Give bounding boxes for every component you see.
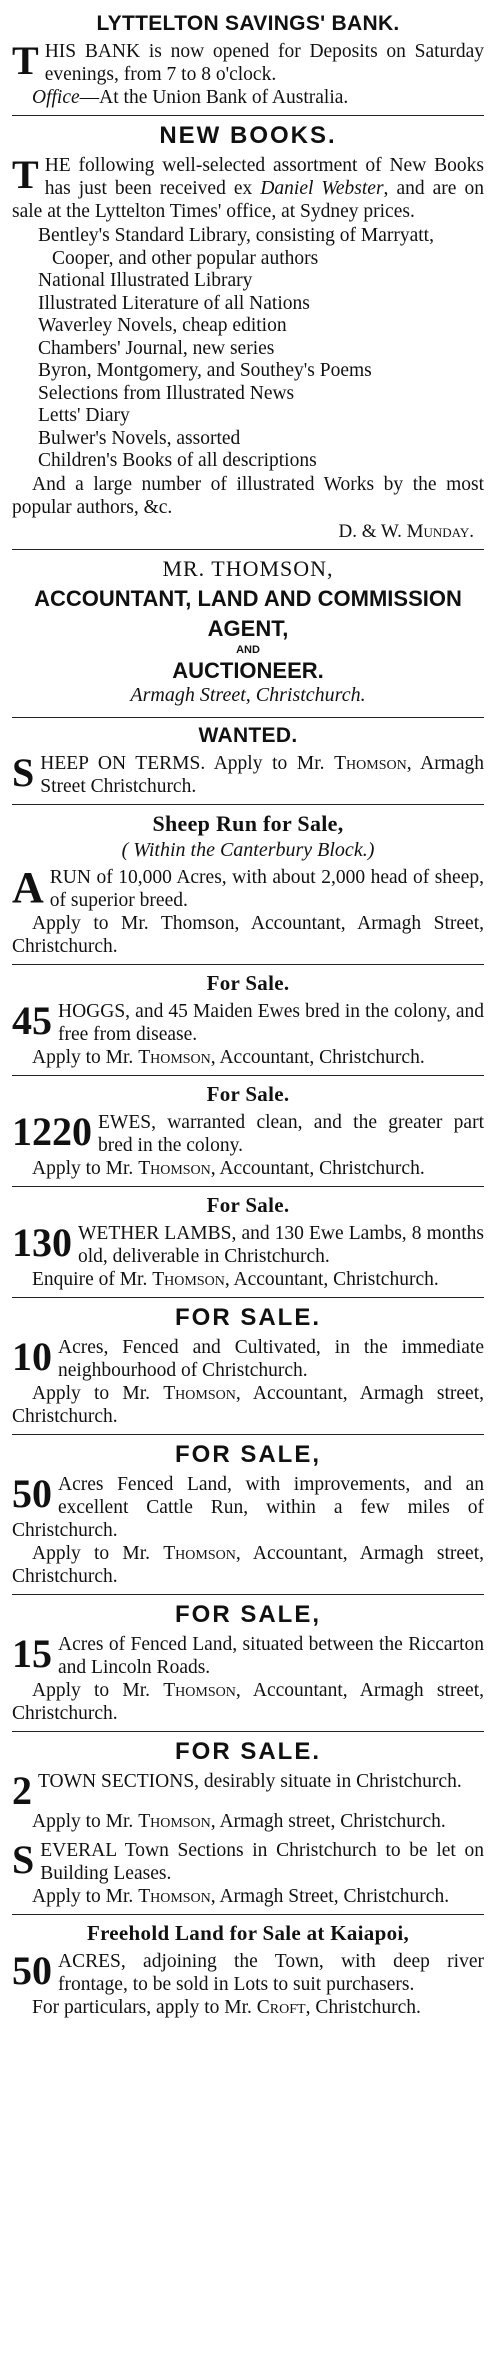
drop-number: 2 (12, 1767, 32, 1813)
ad-text: Apply to Mr. (32, 1157, 134, 1179)
ad-heading: LYTTELTON SAVINGS' BANK. (96, 12, 400, 35)
list-item: Bentley's Standard Library, consisting of Marryatt, Cooper, and other popular authors (38, 225, 434, 269)
ad-body (12, 749, 485, 798)
agent-name: Thomson (163, 1679, 236, 1701)
ad-apply (12, 1268, 484, 1291)
ad-text: HIS BANK is now opened for Deposits on Saturday evenings, from 7 to 8 o'clock. (44, 41, 484, 85)
ad-body-leases (12, 1836, 484, 1885)
agent-name: Thomson (152, 1268, 225, 1290)
agent-name: Thomson (138, 1157, 211, 1179)
ad-text: EWES, warranted clean, and the greater part bred in the colony. (98, 1111, 484, 1156)
ad-wether-lambs (12, 1187, 484, 1298)
ad-body (12, 1108, 484, 1157)
ad-subheading: ( Within the Canterbury Block.) (121, 838, 375, 861)
ad-body (12, 1333, 484, 1382)
ad-heading: For Sale. (206, 1081, 290, 1106)
list-item: Bulwer's Novels, assorted (38, 427, 241, 449)
ad-text: , Christchurch. (305, 1996, 421, 2018)
ad-text: Acres Fenced Land, with improvements, and an excellent Cattle Run, within a few miles of Christchurch. (12, 1473, 484, 1541)
list-item: Children's Books of all descriptions (38, 450, 317, 471)
ad-text: ACRES, adjoining the Town, with deep river frontage, to be sold in Lots to suit purchasers. (58, 1950, 484, 1995)
ad-body (12, 40, 484, 86)
drop-number: 10 (12, 1333, 52, 1379)
drop-letter: A (12, 862, 44, 912)
agent-name: Thomson (163, 1382, 236, 1404)
ad-office (12, 86, 484, 109)
ad-body (12, 1947, 484, 1996)
ad-apply (12, 1157, 484, 1180)
ad-ten-acres (12, 1298, 484, 1435)
ad-heading: For Sale. (206, 1192, 290, 1217)
list-item: Chambers' Journal, new series (38, 337, 275, 359)
list-item: Byron, Montgomery, and Southey's Poems (38, 360, 372, 381)
ad-text: Enquire of Mr. (32, 1268, 148, 1290)
ad-body (12, 997, 484, 1046)
drop-number: 1220 (12, 1108, 92, 1154)
ad-closing: And a large number of illustrated Works by the most popular authors, &c. (12, 473, 484, 518)
agent-name: Thomson (163, 1542, 236, 1564)
ad-text: , Accountant, Christchurch. (210, 1157, 425, 1179)
ad-text: Apply to Mr. (32, 1382, 151, 1404)
ad-text: , Accountant, Armagh street, Christchurch. (12, 1542, 485, 1587)
ad-text: HEEP ON TERMS. Apply to Mr. (40, 752, 325, 774)
ad-text: , Accountant, Armagh street, Christchurch. (12, 1382, 485, 1427)
ship-name: Daniel Webster (260, 178, 384, 199)
ad-hoggs (12, 965, 484, 1076)
ad-kaiapoi (12, 1915, 484, 2025)
ad-heading: NEW BOOKS. (159, 122, 337, 149)
ad-text: , Armagh street, Christchurch. (210, 1810, 446, 1832)
ad-text: RUN of 10,000 Acres, with about 2,000 head of sheep, of superior breed. (49, 866, 484, 911)
ad-body (12, 1470, 484, 1542)
agent-name: Thomson (138, 1885, 211, 1907)
and-label: AND (236, 643, 260, 656)
ad-text: , Accountant, Christchurch. (224, 1268, 439, 1290)
ad-thomson-card (12, 550, 484, 718)
agent-name: Croft (256, 1996, 306, 2018)
ad-text: WETHER LAMBS, and 130 Ewe Lambs, 8 months old, deliverable in Christchurch. (78, 1222, 484, 1267)
ad-apply (12, 1996, 484, 2019)
ad-heading: FOR SALE. (174, 1303, 321, 1331)
drop-letter: S (12, 749, 35, 795)
ad-text: Apply to Mr. (32, 1885, 134, 1907)
ad-heading: FOR SALE, (174, 1600, 321, 1628)
ad-fifteen-acres (12, 1595, 484, 1732)
ad-heading: Sheep Run for Sale, (152, 810, 344, 836)
book-list (38, 225, 484, 473)
ad-town-sections (12, 1732, 484, 1915)
ad-text: , and are on sale at the Lyttelton Times' office, at Sydney prices. (12, 178, 485, 222)
ad-body (12, 154, 484, 223)
ad-text: For particulars, apply to Mr. (32, 1996, 252, 2018)
ad-heading: Freehold Land for Sale at Kaiapoi, (86, 1920, 410, 1945)
ad-text: HE following well-selected assortment of New Books has just been received ex (44, 155, 484, 199)
ad-text: , Armagh Street, Christchurch. (210, 1885, 450, 1907)
ad-sheep-run (12, 805, 484, 965)
ad-signature: D. & W. Munday. (338, 520, 474, 542)
ad-text: HOGGS, and 45 Maiden Ewes bred in the colony, and free from disease. (58, 1000, 484, 1045)
ad-text: , Accountant, Christchurch. (210, 1046, 425, 1068)
list-item: Waverley Novels, cheap edition (38, 315, 287, 336)
drop-number: 45 (12, 997, 52, 1043)
ad-apply (12, 1382, 484, 1428)
ad-fifty-acres (12, 1435, 484, 1595)
ad-apply (12, 1885, 484, 1908)
ad-text: Acres, Fenced and Cultivated, in the immediate neighbourhood of Christchurch. (58, 1336, 484, 1381)
ad-ewes (12, 1076, 484, 1187)
ad-new-books (12, 116, 484, 550)
drop-number: 50 (12, 1947, 52, 1993)
firm-title: ACCOUNTANT, LAND AND COMMISSION AGENT, (34, 585, 462, 641)
drop-number: 15 (12, 1630, 52, 1676)
ad-body (12, 1219, 484, 1268)
list-item: Selections from Illustrated News (38, 382, 295, 404)
ad-text: , Armagh Street Christchurch. (40, 752, 485, 797)
firm-title-2: AUCTIONEER. (172, 657, 324, 683)
firm-name: MR. THOMSON, (162, 555, 334, 581)
ad-text: EVERAL Town Sections in Christchurch to be let on Building Leases. (40, 1839, 484, 1884)
ad-text: Apply to Mr. (32, 1046, 134, 1068)
ad-text: Apply to Mr. (32, 1542, 151, 1564)
drop-number: 130 (12, 1219, 72, 1265)
agent-name: Thomson (334, 752, 407, 774)
ad-body (12, 1630, 484, 1679)
list-item: Letts' Diary (38, 405, 130, 426)
ad-savings-bank (12, 6, 484, 116)
ad-apply (12, 1810, 484, 1833)
ad-body (12, 1767, 484, 1813)
ad-text: Acres of Fenced Land, situated between the Riccarton and Lincoln Roads. (58, 1633, 484, 1678)
ad-wanted (12, 718, 484, 805)
drop-number: 50 (12, 1470, 52, 1516)
agent-name: Thomson (138, 1046, 211, 1068)
newspaper-column (12, 0, 484, 2025)
ad-apply (12, 1542, 484, 1588)
drop-letter: T (12, 152, 39, 197)
ad-text: Apply to Mr. (32, 1810, 134, 1832)
ad-heading: For Sale. (206, 970, 290, 995)
ad-apply (12, 1046, 484, 1069)
agent-name: Thomson (138, 1810, 211, 1832)
ad-apply (12, 1679, 484, 1725)
office-text: —At the Union Bank of Australia. (79, 87, 349, 108)
firm-address: Armagh Street, Christchurch. (130, 683, 366, 706)
drop-letter: S (12, 1836, 35, 1882)
office-label: Office (32, 87, 80, 108)
list-item: Illustrated Literature of all Nations (38, 292, 310, 314)
ad-text: Apply to Mr. (32, 1679, 151, 1701)
ad-apply: Apply to Mr. Thomson, Accountant, Armagh Street, Christchurch. (12, 912, 484, 957)
ad-heading: FOR SALE. (174, 1737, 321, 1765)
ad-heading: WANTED. (198, 723, 298, 747)
ad-text: TOWN SECTIONS, desirably situate in Christchurch. (38, 1770, 462, 1792)
ad-heading: FOR SALE, (174, 1440, 321, 1468)
ad-body (12, 862, 484, 912)
ad-text: , Accountant, Armagh street, Christchurch. (12, 1679, 485, 1724)
list-item: National Illustrated Library (38, 270, 253, 291)
drop-letter: T (12, 38, 39, 83)
